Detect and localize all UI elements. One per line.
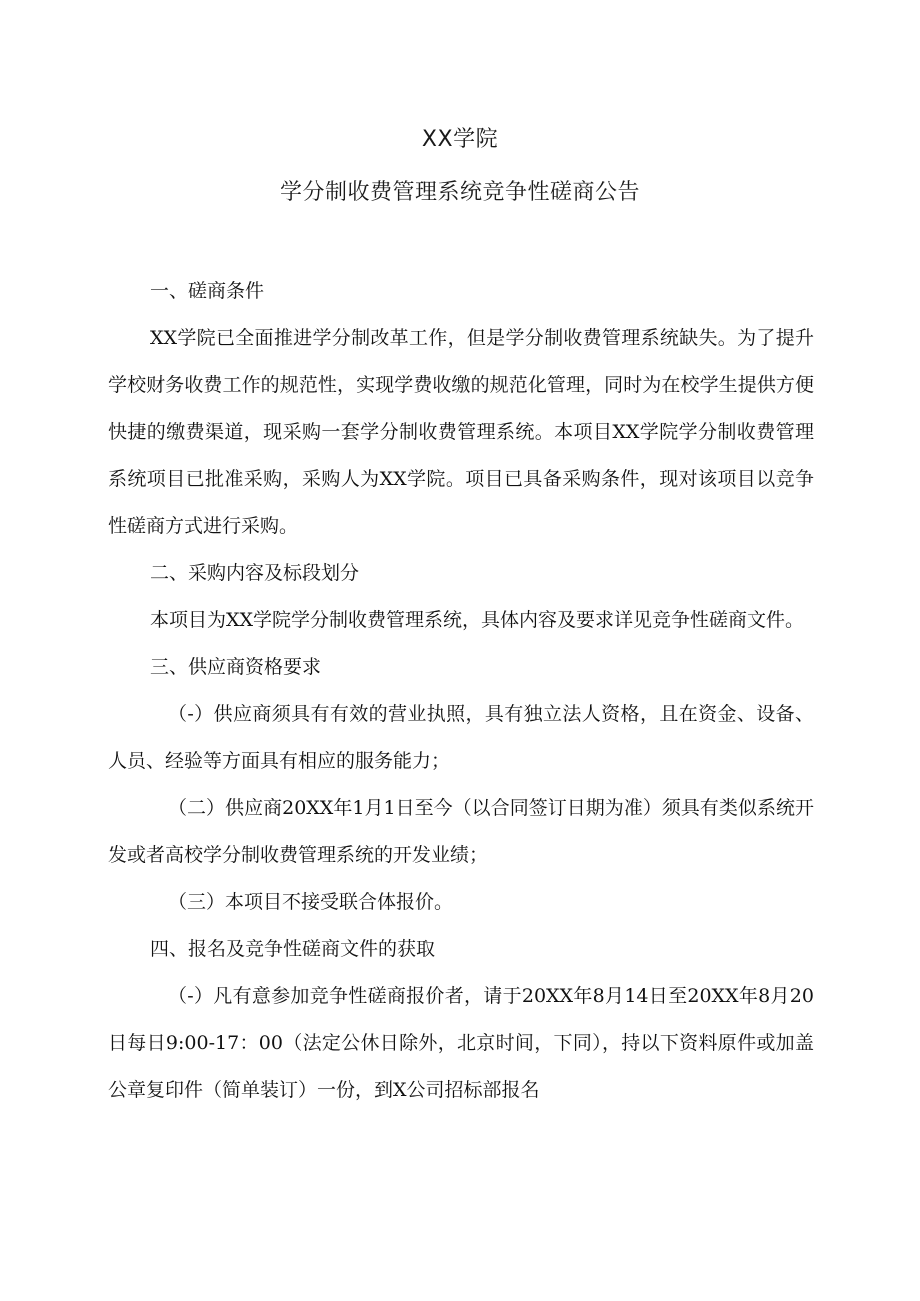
registration-paragraph: （-）凡有意参加竞争性磋商报价者，请于20XX年8月14日至20XX年8月20日每日9:00-17：00（法定公休日除外，北京时间，下同），持以下资料原件或加盖公章复印件（简单装订）一份，到X公司招标部报名 bbox=[108, 985, 814, 1101]
document-body bbox=[108, 268, 814, 1114]
section-heading-3: 三、供应商资格要求 bbox=[150, 656, 322, 678]
requirement-1: （-）供应商须具有有效的营业执照，具有独立法人资格，且在资金、设备、人员、经验等方面具有相应的服务能力； bbox=[108, 703, 814, 772]
requirement-3: （三）本项目不接受联合体报价。 bbox=[168, 891, 454, 913]
paragraph-1: XX学院已全面推进学分制改革工作，但是学分制收费管理系统缺失。为了提升学校财务收费工作的规范性，实现学费收缴的规范化管理，同时为在校学生提供方便快捷的缴费渠道，现采购一套学分制收费管理系统。本项目XX学院学分制收费管理系统项目已批准采购，采购人为XX学院。项目已具备采购条件，现对该项目以竞争性磋商方式进行采购。 bbox=[108, 327, 814, 537]
requirement-2: （二）供应商20XX年1月1日至今（以合同签订日期为准）须具有类似系统开发或者高校学分制收费管理系统的开发业绩； bbox=[108, 797, 814, 866]
doc-title-main: 学分制收费管理系统竞争性磋商公告 bbox=[279, 180, 640, 205]
section-heading-2: 二、采购内容及标段划分 bbox=[150, 562, 360, 584]
section-heading-4: 四、报名及竞争性磋商文件的获取 bbox=[150, 938, 436, 960]
doc-title-institution: XX学院 bbox=[421, 127, 499, 152]
paragraph-2: 本项目为XX学院学分制收费管理系统，具体内容及要求详见竞争性磋商文件。 bbox=[150, 609, 805, 631]
section-heading-1: 一、磋商条件 bbox=[150, 280, 265, 302]
